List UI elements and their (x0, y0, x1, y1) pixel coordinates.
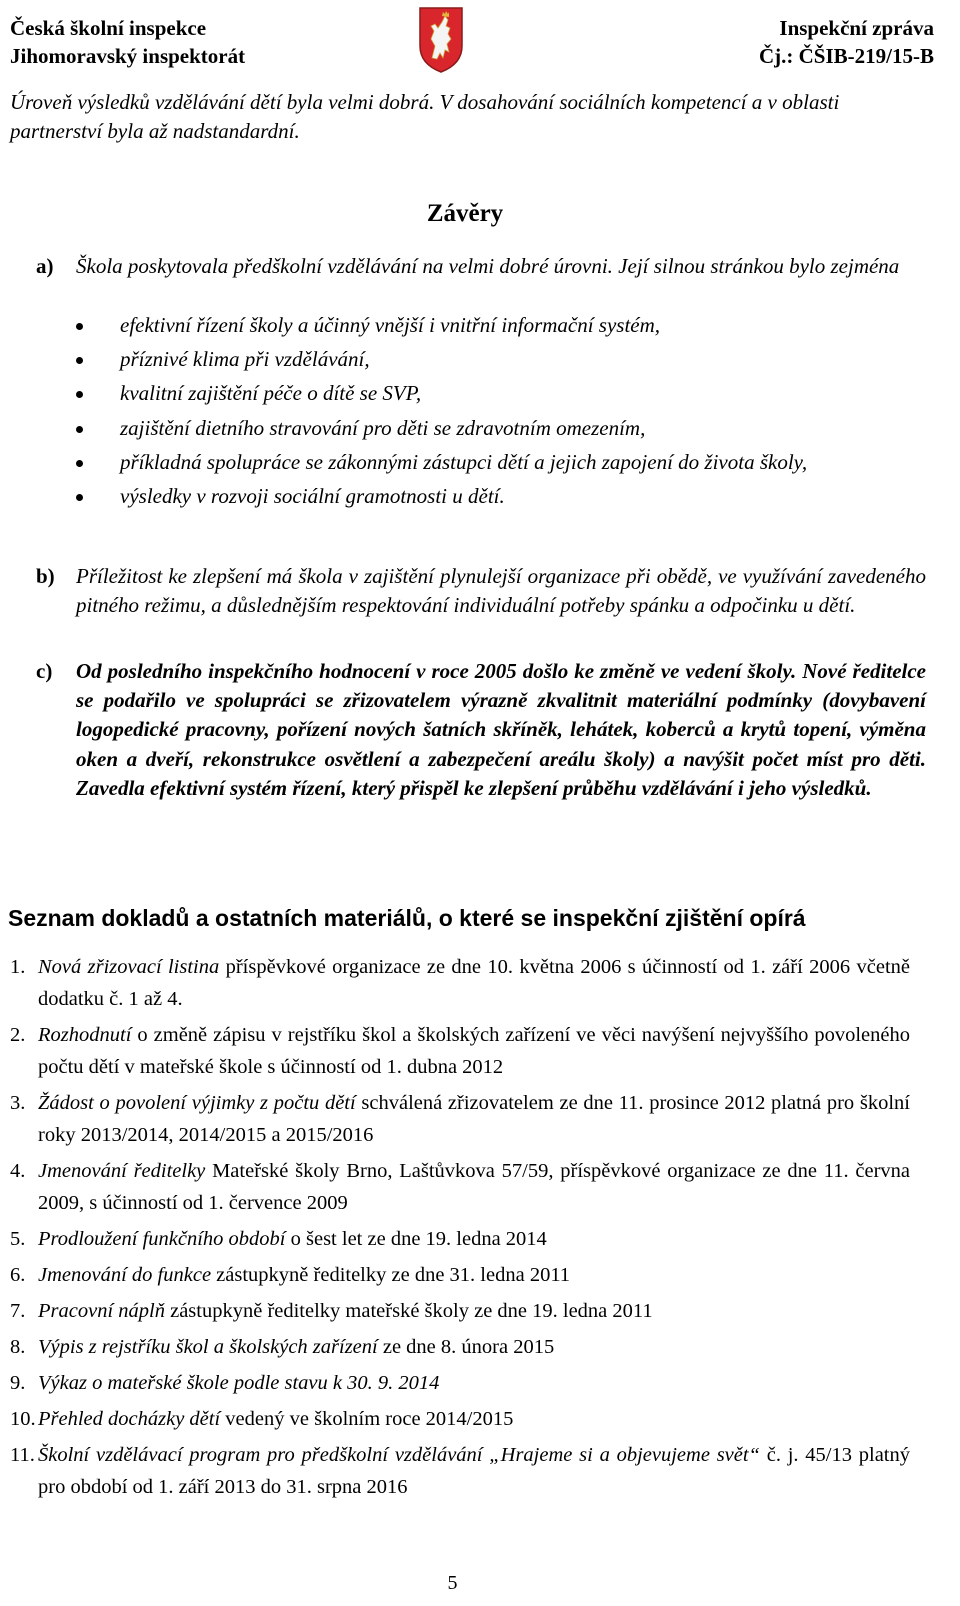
documents-title: Seznam dokladů a ostatních materiálů, o které se inspekční zjištění opírá (8, 905, 806, 931)
reference-number: Čj.: ČŠIB-219/15-B (758, 44, 934, 68)
czech-lion-crest-icon (418, 6, 464, 74)
bullet-icon (76, 357, 83, 364)
documents-list (10, 951, 910, 1507)
conclusions-title: Závěry (426, 200, 504, 227)
conclusion-a-text: Škola poskytovala předškolní vzdělávání na velmi dobré úrovni. Její silnou stránkou bylo zejména (76, 254, 900, 278)
list-item: kvalitní zajištění péče o dítě se SVP, (76, 379, 926, 408)
bullet-icon (76, 460, 83, 467)
list-item: 8. Výpis z rejstříku škol a školských zařízení ze dne 8. února 2015 (10, 1336, 555, 1358)
list-item: 10. Přehled docházky dětí vedený ve školním roce 2014/2015 (10, 1408, 514, 1430)
list-item: 7. Pracovní náplň zástupkyně ředitelky mateřské školy ze dne 19. ledna 2011 (10, 1300, 653, 1322)
list-item: 11. Školní vzdělávací program pro předškolní vzdělávání „Hrajeme si a objevujeme svět“ č. j. 45/13 platný pro období od 1. září 2013 do 31. srpna 2016 (10, 1444, 910, 1498)
list-item: 2. Rozhodnutí o změně zápisu v rejstříku škol a školských zařízení ve věci navýšení nejvyššího povoleného počtu dětí v mateřské škole s účinností od 1. dubna 2012 (10, 1024, 910, 1078)
conclusion-b-letter: b) (36, 564, 55, 588)
strengths-list (76, 311, 926, 516)
header-left (10, 14, 245, 70)
page-number: 5 (447, 1572, 458, 1594)
institution-name: Česká školní inspekce (10, 16, 207, 40)
bullet-icon (76, 426, 83, 433)
list-item: 3. Žádost o povolení výjimky z počtu dětí schválená zřizovatelem ze dne 11. prosince 2012 platná pro školní roky 2013/2014, 2014/2015 a 2015/2016 (10, 1092, 910, 1146)
conclusion-c (36, 657, 926, 803)
intro-paragraph: Úroveň výsledků vzdělávání dětí byla velmi dobrá. V dosahování sociálních kompetencí a v oblasti partnerství byla až nadstandardní. (10, 90, 840, 143)
list-item: příkladná spolupráce se zákonnými zástupci dětí a jejich zapojení do života školy, (76, 448, 926, 477)
conclusion-c-letter: c) (36, 659, 53, 683)
conclusion-a-letter: a) (36, 254, 54, 278)
list-item: 6. Jmenování do funkce zástupkyně ředitelky ze dne 31. ledna 2011 (10, 1264, 571, 1286)
bullet-icon (76, 323, 83, 330)
list-item: příznivé klima při vzdělávání, (76, 345, 926, 374)
list-item: zajištění dietního stravování pro děti se zdravotním omezením, (76, 414, 926, 443)
list-item: výsledky v rozvoji sociální gramotnosti u dětí. (76, 482, 926, 511)
inspectorate-name: Jihomoravský inspektorát (10, 44, 246, 68)
report-type: Inspekční zpráva (779, 16, 934, 40)
list-item: 5. Prodloužení funkčního období o šest let ze dne 19. ledna 2014 (10, 1228, 547, 1250)
list-item: 1. Nová zřizovací listina příspěvkové organizace ze dne 10. května 2006 s účinností od 1. září 2006 včetně dodatku č. 1 až 4. (10, 956, 910, 1010)
conclusion-b (36, 562, 926, 620)
header-right (759, 14, 934, 70)
conclusion-a (36, 252, 926, 281)
list-item: 9. Výkaz o mateřské škole podle stavu k 30. 9. 2014 (10, 1372, 440, 1394)
bullet-icon (76, 494, 83, 501)
list-item: 4. Jmenování ředitelky Mateřské školy Brno, Laštůvkova 57/59, příspěvkové organizace ze dne 11. června 2009, s účinností od 1. července 2009 (10, 1160, 910, 1214)
conclusion-b-text: Příležitost ke zlepšení má škola v zajištění plynulejší organizace při obědě, ve využívání zavedeného pitného režimu, a důslednějším respektování individuální potřeby spánku a odpočinku u dětí. (76, 564, 926, 618)
conclusion-c-text: Od posledního inspekčního hodnocení v roce 2005 došlo ke změně ve vedení školy. Nové ředitelce se podařilo ve spolupráci se zřizovatelem výrazně zkvalitnit materiální podmínky (dovybavení logopedické pracovny, pořízení nových šatních skříněk, lehátek, koberců a krytů topení, výměna oken a dveří, rekonstrukce osvětlení a zabezpečení areálu školy) a navýšit počet míst pro děti. Zavedla efektivní systém řízení, který přispěl ke zlepšení průběhu vzdělávání i jeho výsledků. (76, 659, 926, 800)
list-item: efektivní řízení školy a účinný vnější i vnitřní informační systém, (76, 311, 926, 340)
bullet-icon (76, 391, 83, 398)
